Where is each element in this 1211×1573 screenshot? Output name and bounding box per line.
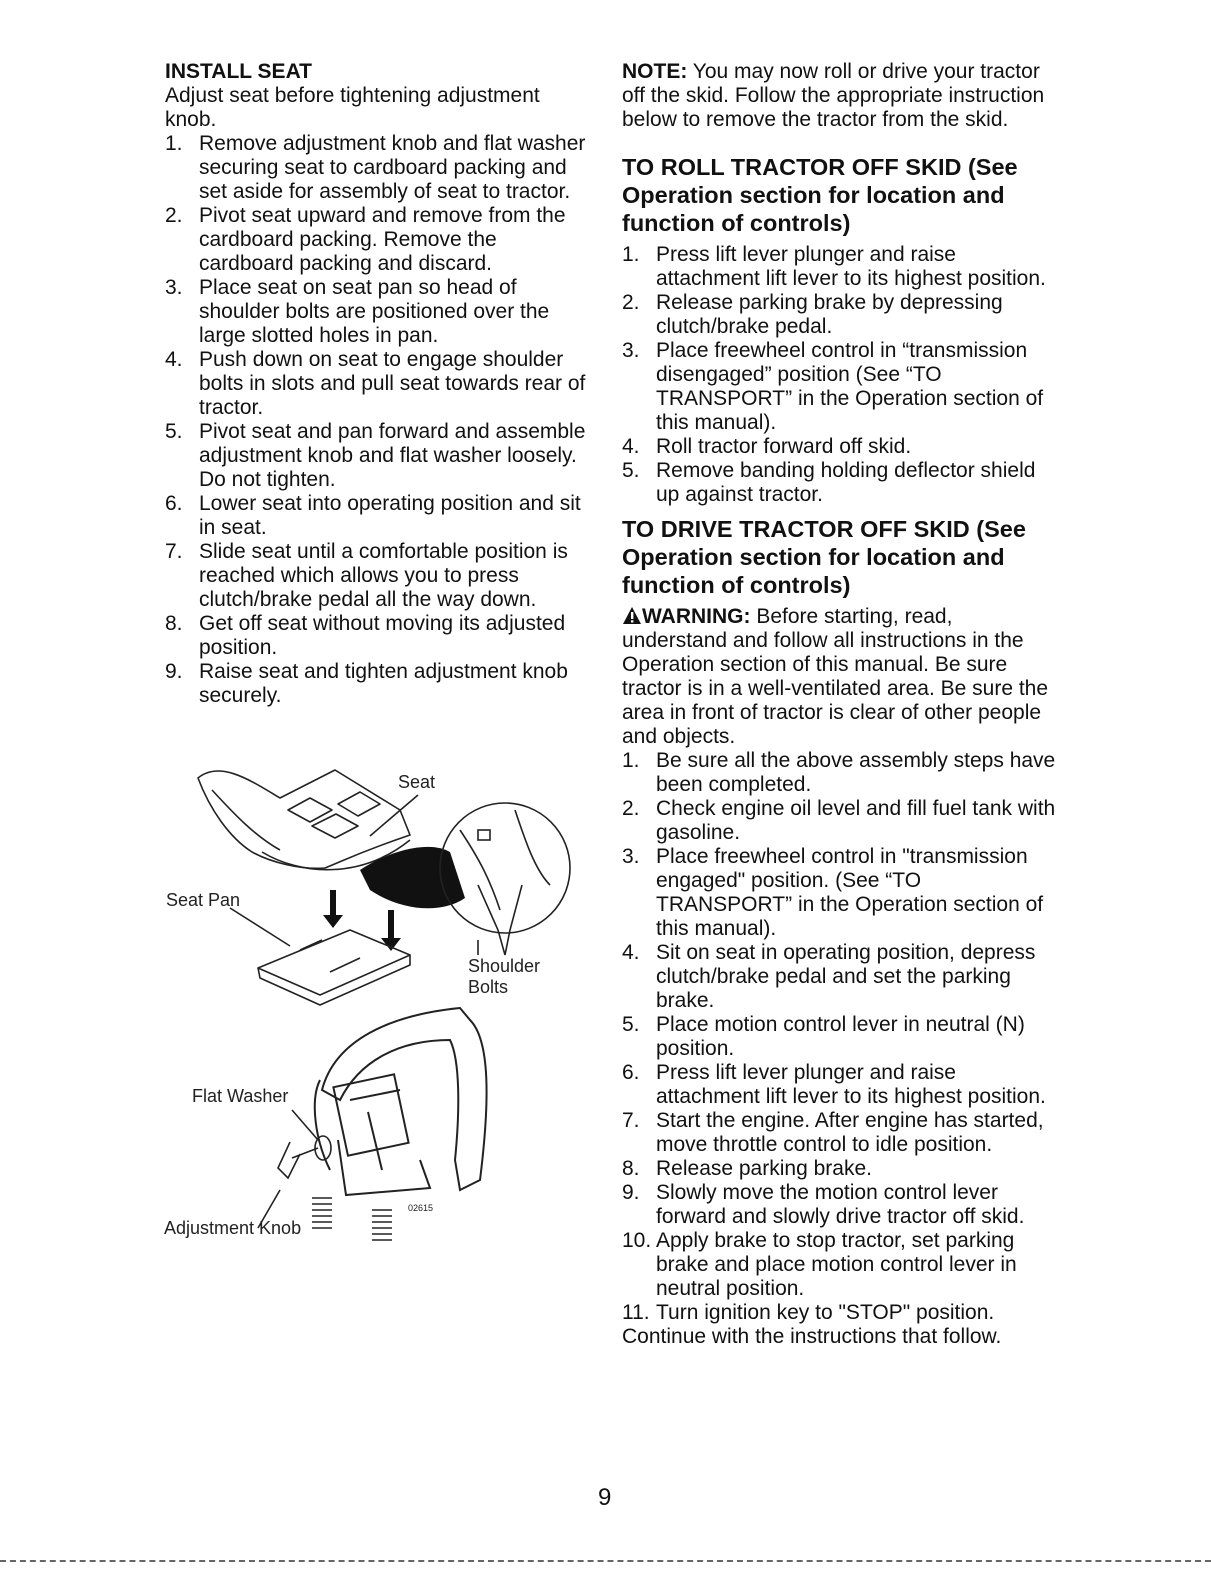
install-seat-steps (165, 132, 595, 708)
list-item: 4. Roll tractor forward off skid. (622, 435, 912, 458)
page-number: 9 (598, 1484, 612, 1511)
shoulder-bolts-label: Shoulder Bolts (468, 956, 541, 997)
list-item: 3. Place freewheel control in “transmission disengaged” position (See “TO TRANSPORT” in the Operation section of this manual). (622, 339, 1044, 434)
closing-line: Continue with the instructions that follow. (622, 1325, 1002, 1348)
list-item: 4. Push down on seat to engage shoulder bolts in slots and pull seat towards rear of tractor. (165, 348, 586, 419)
list-item: 5. Pivot seat and pan forward and assemble adjustment knob and flat washer loosely. Do not tighten. (165, 420, 586, 491)
roll-steps (622, 243, 1062, 507)
list-item: 3. Place seat on seat pan so head of shoulder bolts are positioned over the large slotted holes in pan. (165, 276, 550, 347)
list-item: 2. Pivot seat upward and remove from the cardboard packing. Remove the cardboard packing and discard. (165, 204, 566, 275)
right-column (622, 60, 1062, 1349)
roll-heading: TO ROLL TRACTOR OFF SKID (See Operation section for location and function of controls) (622, 154, 1018, 236)
list-item: 5. Place motion control lever in neutral (N) position. (622, 1013, 1025, 1060)
seat-label: Seat (398, 772, 436, 792)
list-item: 8. Get off seat without moving its adjusted position. (165, 612, 566, 659)
list-item: 8. Release parking brake. (622, 1157, 872, 1180)
list-item: 6. Press lift lever plunger and raise attachment lift lever to its highest position. (622, 1061, 1046, 1108)
list-item: 9. Raise seat and tighten adjustment knob securely. (165, 660, 568, 707)
warning-label: WARNING: (642, 605, 751, 628)
list-item: 5. Remove banding holding deflector shield up against tractor. (622, 459, 1036, 506)
list-item: 11. Turn ignition key to "STOP" position. (622, 1301, 995, 1324)
figure-code: 02615 (408, 1203, 434, 1213)
flat-washer-label: Flat Washer (192, 1086, 289, 1106)
seat-assembly-figure (160, 740, 580, 1280)
left-column (165, 60, 595, 708)
list-item: 7. Slide seat until a comfortable position is reached which allows you to press clutch/brake pedal all the way down. (165, 540, 568, 611)
list-item: 7. Start the engine. After engine has started, move throttle control to idle position. (622, 1109, 1044, 1156)
list-item: 6. Lower seat into operating position and sit in seat. (165, 492, 581, 539)
list-item: 10. Apply brake to stop tractor, set parking brake and place motion control lever in neutral position. (622, 1229, 1017, 1300)
drive-steps (622, 749, 1062, 1325)
install-seat-title: INSTALL SEAT (165, 60, 312, 83)
list-item: 1. Press lift lever plunger and raise attachment lift lever to its highest position. (622, 243, 1046, 290)
list-item: 1. Remove adjustment knob and flat washer securing seat to cardboard packing and set aside for assembly of seat to tractor. (165, 132, 586, 203)
list-item: 1. Be sure all the above assembly steps have been completed. (622, 749, 1056, 796)
note-label: NOTE: (622, 60, 688, 83)
list-item: 2. Release parking brake by depressing clutch/brake pedal. (622, 291, 1003, 338)
seat-pan-label: Seat Pan (166, 890, 241, 910)
list-item: 3. Place freewheel control in "transmission engaged" position. (See “TO TRANSPORT” in the Operation section of this manual). (622, 845, 1044, 940)
seat-assembly-illustration (160, 740, 580, 1280)
install-seat-intro: Adjust seat before tightening adjustment knob. (165, 84, 540, 131)
list-item: 4. Sit on seat in operating position, depress clutch/brake pedal and set the parking brake. (622, 941, 1036, 1012)
adjustment-knob-label: Adjustment Knob (164, 1218, 302, 1238)
list-item: 9. Slowly move the motion control lever forward and slowly drive tractor off skid. (622, 1181, 1025, 1228)
warning-paragraph: WARNING: Before starting, read, understand and follow all instructions in the Operation section of this manual. Be sure tractor is in a well-ventilated area. Be sure the area in front of tractor is clear of other people and objects. (622, 605, 1049, 748)
warning-triangle-icon (622, 606, 642, 625)
page-bottom-rule (0, 1560, 1211, 1562)
list-item: 2. Check engine oil level and fill fuel tank with gasoline. (622, 797, 1056, 844)
drive-heading: TO DRIVE TRACTOR OFF SKID (See Operation section for location and function of controls) (622, 516, 1026, 598)
note-paragraph: NOTE: You may now roll or drive your tractor off the skid. Follow the appropriate instruction below to remove the tractor from the skid. (622, 60, 1045, 131)
